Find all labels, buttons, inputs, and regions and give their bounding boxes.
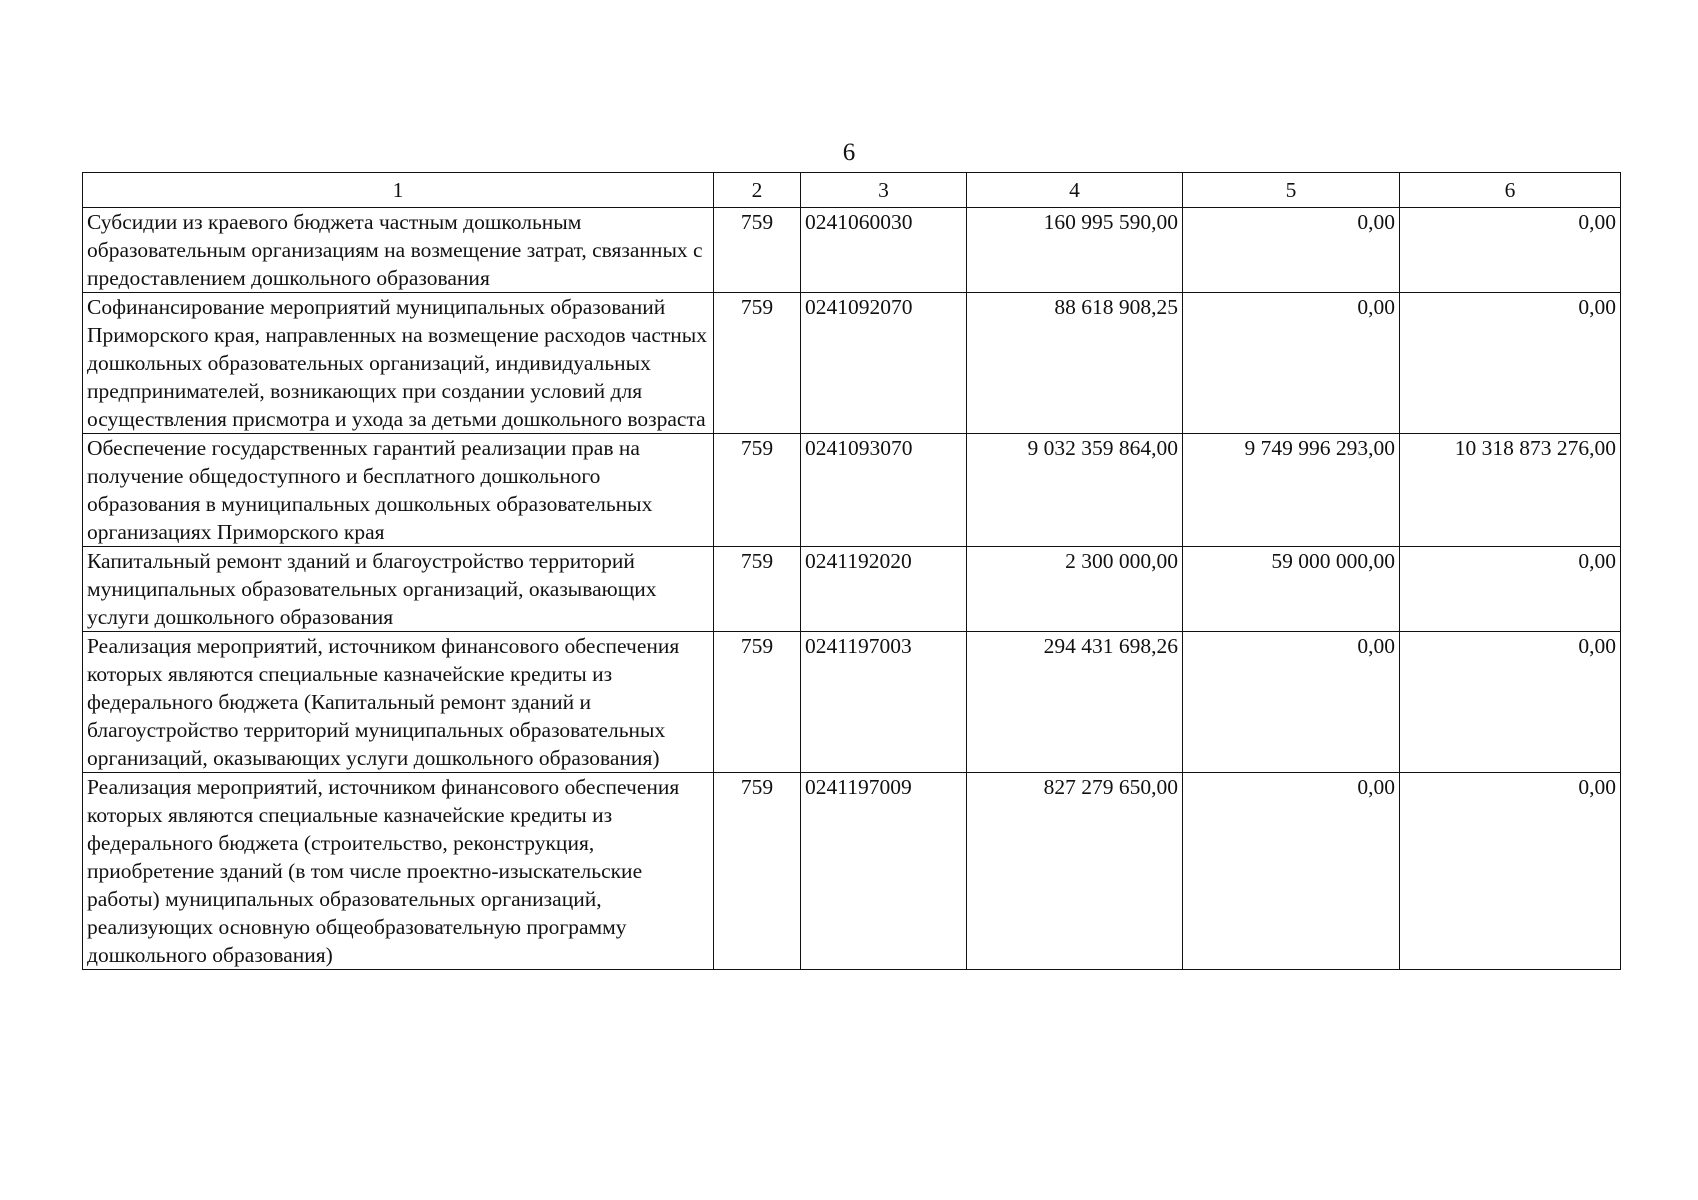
table-row — [83, 547, 1621, 632]
column-header: 3 — [801, 173, 967, 208]
amount-year3-cell: 10 318 873 276,00 — [1400, 434, 1621, 547]
table-row — [83, 632, 1621, 773]
expense-name-cell: Реализация мероприятий, источником финансового обеспечения которых являются специальные казначейские кредиты из федерального бюджета (строительство, реконструкция, приобретение зданий (в том числе проектно-изыскательские работы) муниципальных образовательных организаций, реализующих основную общеобразовательную программу дошкольного образования) — [83, 773, 714, 970]
expense-name-cell: Реализация мероприятий, источником финансового обеспечения которых являются специальные казначейские кредиты из федерального бюджета (Капитальный ремонт зданий и благоустройство территорий муниципальных образовательных организаций, оказывающих услуги дошкольного образования) — [83, 632, 714, 773]
target-article-cell: 0241093070 — [801, 434, 967, 547]
amount-year2-cell: 59 000 000,00 — [1183, 547, 1400, 632]
column-header: 4 — [967, 173, 1183, 208]
column-header: 1 — [83, 173, 714, 208]
target-article-cell: 0241197009 — [801, 773, 967, 970]
target-article-cell: 0241060030 — [801, 208, 967, 293]
expense-name-cell: Субсидии из краевого бюджета частным дошкольным образовательным организациям на возмещение затрат, связанных с предоставлением дошкольного образования — [83, 208, 714, 293]
amount-year3-cell: 0,00 — [1400, 547, 1621, 632]
table-row — [83, 293, 1621, 434]
page-number: 6 — [842, 139, 856, 166]
amount-year1-cell: 827 279 650,00 — [967, 773, 1183, 970]
amount-year1-cell: 9 032 359 864,00 — [967, 434, 1183, 547]
amount-year1-cell: 160 995 590,00 — [967, 208, 1183, 293]
table-row — [83, 773, 1621, 970]
budget-table — [82, 172, 1621, 970]
expense-name-cell: Обеспечение государственных гарантий реализации прав на получение общедоступного и бесплатного дошкольного образования в муниципальных дошкольных образовательных организациях Приморского края — [83, 434, 714, 547]
department-code-cell: 759 — [714, 632, 801, 773]
department-code-cell: 759 — [714, 208, 801, 293]
amount-year1-cell: 2 300 000,00 — [967, 547, 1183, 632]
department-code-cell: 759 — [714, 773, 801, 970]
amount-year2-cell: 0,00 — [1183, 208, 1400, 293]
amount-year2-cell: 9 749 996 293,00 — [1183, 434, 1400, 547]
amount-year2-cell: 0,00 — [1183, 293, 1400, 434]
amount-year3-cell: 0,00 — [1400, 208, 1621, 293]
department-code-cell: 759 — [714, 293, 801, 434]
amount-year1-cell: 88 618 908,25 — [967, 293, 1183, 434]
expense-name-cell: Софинансирование мероприятий муниципальных образований Приморского края, направленных на возмещение расходов частных дошкольных образовательных организаций, индивидуальных предпринимателей, возникающих при создании условий для осуществления присмотра и ухода за детьми дошкольного возраста — [83, 293, 714, 434]
amount-year3-cell: 0,00 — [1400, 293, 1621, 434]
target-article-cell: 0241197003 — [801, 632, 967, 773]
expense-name-cell: Капитальный ремонт зданий и благоустройство территорий муниципальных образовательных организаций, оказывающих услуги дошкольного образования — [83, 547, 714, 632]
department-code-cell: 759 — [714, 547, 801, 632]
amount-year1-cell: 294 431 698,26 — [967, 632, 1183, 773]
amount-year2-cell: 0,00 — [1183, 632, 1400, 773]
column-header: 2 — [714, 173, 801, 208]
table-row — [83, 208, 1621, 293]
table-header-row — [83, 173, 1621, 208]
target-article-cell: 0241092070 — [801, 293, 967, 434]
column-header: 6 — [1400, 173, 1621, 208]
amount-year3-cell: 0,00 — [1400, 773, 1621, 970]
target-article-cell: 0241192020 — [801, 547, 967, 632]
table-row — [83, 434, 1621, 547]
amount-year3-cell: 0,00 — [1400, 632, 1621, 773]
department-code-cell: 759 — [714, 434, 801, 547]
amount-year2-cell: 0,00 — [1183, 773, 1400, 970]
column-header: 5 — [1183, 173, 1400, 208]
